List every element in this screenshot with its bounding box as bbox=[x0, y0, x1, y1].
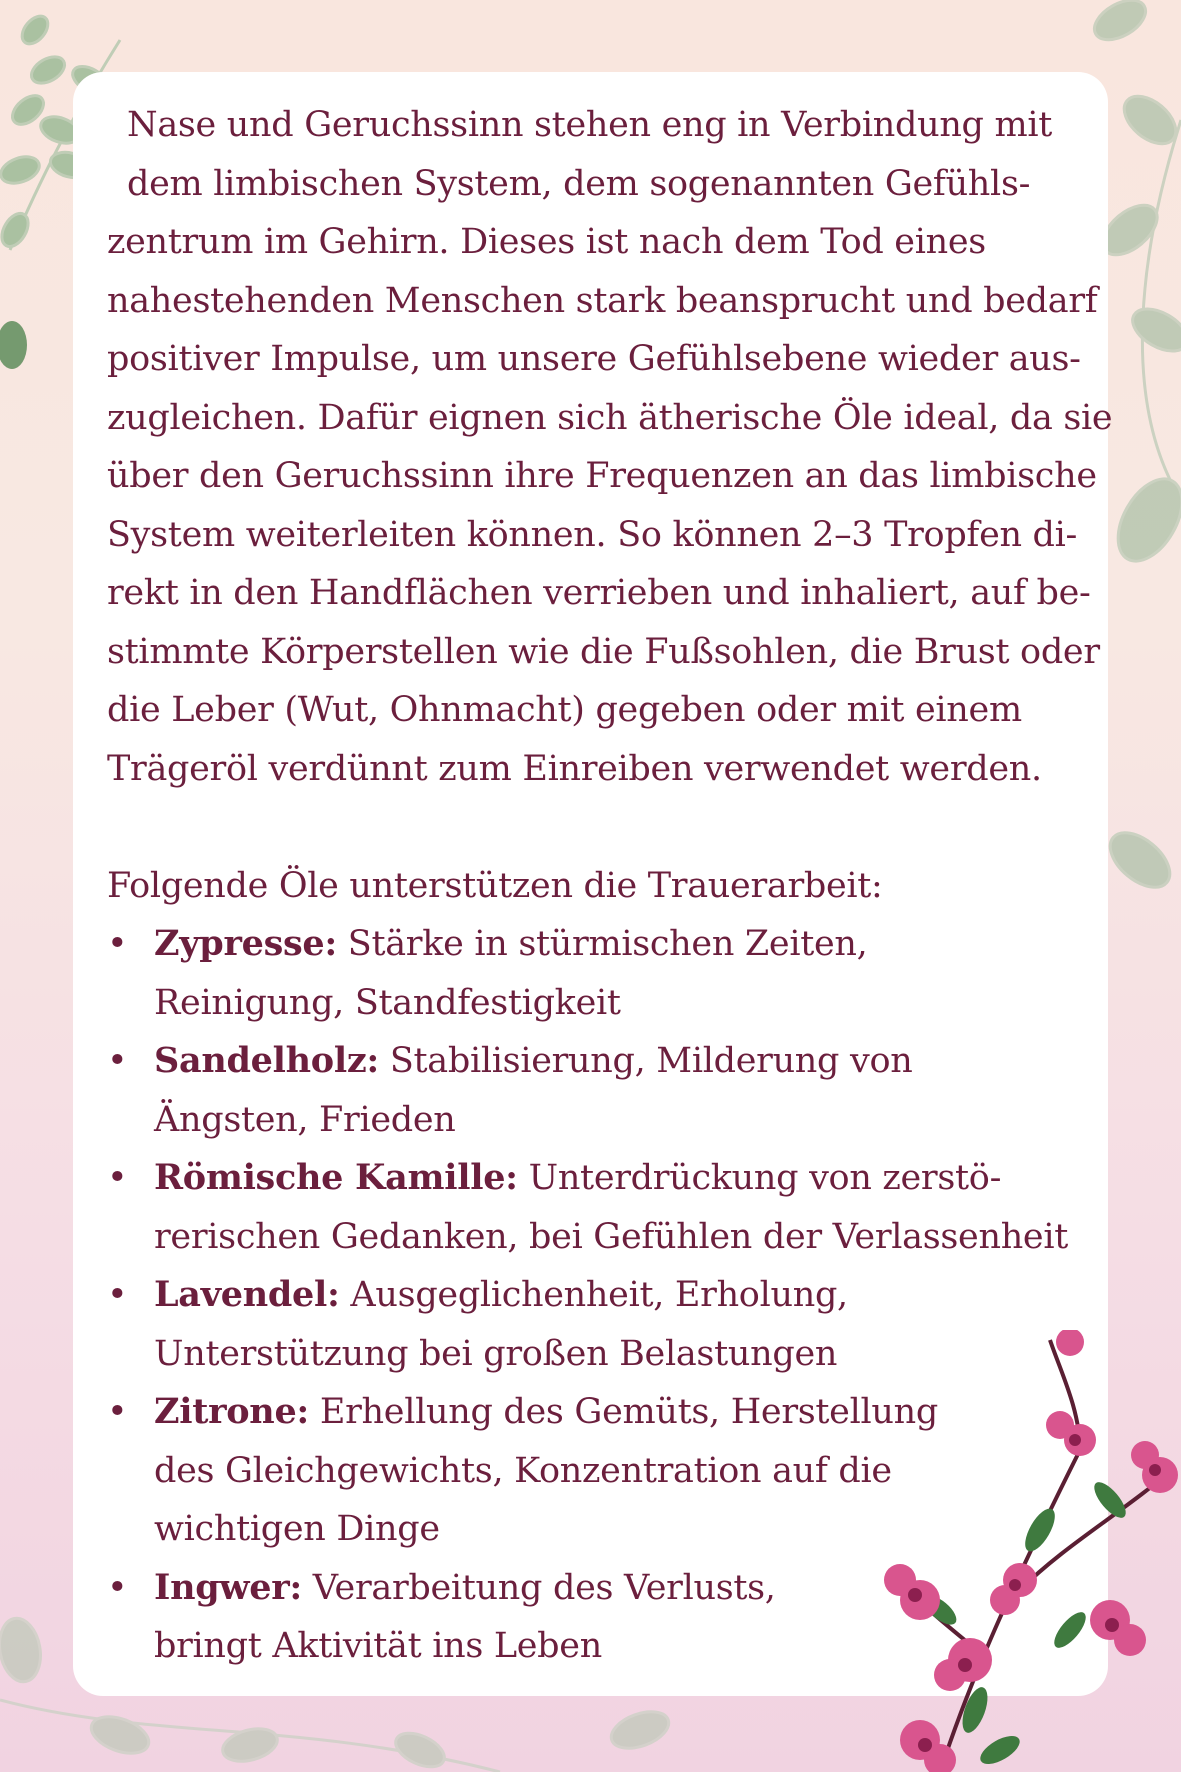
list-item-roemische-kamille bbox=[107, 1149, 1072, 1266]
intro-line: zentrum im Gehirn. Dieses ist nach dem Tod eines bbox=[107, 222, 986, 262]
oil-description: Erhellung des Gemüts, Herstellung bbox=[309, 1392, 938, 1432]
main-text bbox=[107, 96, 1113, 1676]
oil-description: Stabilisierung, Milderung von bbox=[379, 1041, 913, 1081]
oil-description: Unterstützung bei großen Belastungen bbox=[154, 1333, 838, 1374]
list-item-ingwer bbox=[107, 1559, 1072, 1676]
bullet-icon: • bbox=[107, 924, 128, 964]
leaf-dark-left-icon bbox=[0, 321, 27, 369]
oil-description: Stärke in stürmischen Zeiten, bbox=[336, 924, 868, 964]
oil-description: Unterdrückung von zerstö- bbox=[517, 1158, 1002, 1198]
list-item-zypresse bbox=[107, 915, 1072, 1032]
intro-line: über den Geruchssinn ihre Frequenzen an das limbische bbox=[107, 456, 1097, 496]
list-item-sandelholz bbox=[107, 1032, 1072, 1149]
intro-line: Trägeröl verdünnt zum Einreiben verwendet werden. bbox=[107, 748, 1042, 789]
intro-line: System weiterleiten können. So können 2–3 Tropfen di- bbox=[107, 514, 1078, 555]
intro-line: zugleichen. Dafür eignen sich ätherische Öle ideal, da sie bbox=[107, 397, 1113, 438]
oil-description: Ausgeglichenheit, Erholung, bbox=[339, 1275, 848, 1315]
oil-name: Zitrone: bbox=[154, 1391, 310, 1432]
oil-description: Verarbeitung des Verlusts, bbox=[301, 1567, 776, 1608]
oil-name: Zypresse: bbox=[154, 923, 337, 964]
oil-name: Ingwer: bbox=[154, 1566, 302, 1608]
list-item-lavendel bbox=[107, 1266, 1072, 1383]
oil-description: Reinigung, Standfestigkeit bbox=[154, 982, 621, 1023]
oil-list bbox=[107, 915, 1072, 1676]
bullet-icon: • bbox=[107, 1275, 128, 1315]
intro-line: nahestehenden Menschen stark beansprucht und bedarf bbox=[107, 280, 1098, 321]
bullet-icon: • bbox=[107, 1158, 128, 1198]
bullet-icon: • bbox=[107, 1041, 128, 1081]
oil-description: des Gleichgewichts, Konzentration auf die bbox=[154, 1450, 892, 1491]
intro-line: rekt in den Handflächen verrieben und inhaliert, auf be- bbox=[107, 573, 1091, 613]
intro-line: positiver Impulse, um unsere Gefühlsebene wieder aus- bbox=[107, 339, 1081, 379]
oil-description: bringt Aktivität ins Leben bbox=[154, 1626, 602, 1666]
oil-name: Sandelholz: bbox=[154, 1040, 380, 1081]
intro-line: die Leber (Wut, Ohnmacht) gegeben oder mit einem bbox=[107, 690, 1022, 730]
oil-description: Ängsten, Frieden bbox=[154, 1099, 456, 1140]
intro-line: dem limbischen System, dem sogenannten Gefühls- bbox=[127, 163, 1031, 204]
oil-description: rerischen Gedanken, bei Gefühlen der Verlassenheit bbox=[154, 1216, 1069, 1257]
oil-description: wichtigen Dinge bbox=[154, 1509, 440, 1549]
oil-name: Lavendel: bbox=[154, 1274, 340, 1315]
intro-paragraph bbox=[107, 96, 1113, 798]
bullet-icon: • bbox=[107, 1567, 128, 1608]
intro-line: stimmte Körperstellen wie die Fußsohlen, die Brust oder bbox=[107, 631, 1100, 672]
list-heading: Folgende Öle unterstützen die Trauerarbeit: bbox=[107, 865, 883, 906]
intro-line: Nase und Geruchssinn stehen eng in Verbindung mit bbox=[127, 105, 1053, 145]
list-item-zitrone bbox=[107, 1383, 1072, 1559]
bullet-icon: • bbox=[107, 1392, 128, 1432]
oil-name: Römische Kamille: bbox=[154, 1157, 518, 1198]
